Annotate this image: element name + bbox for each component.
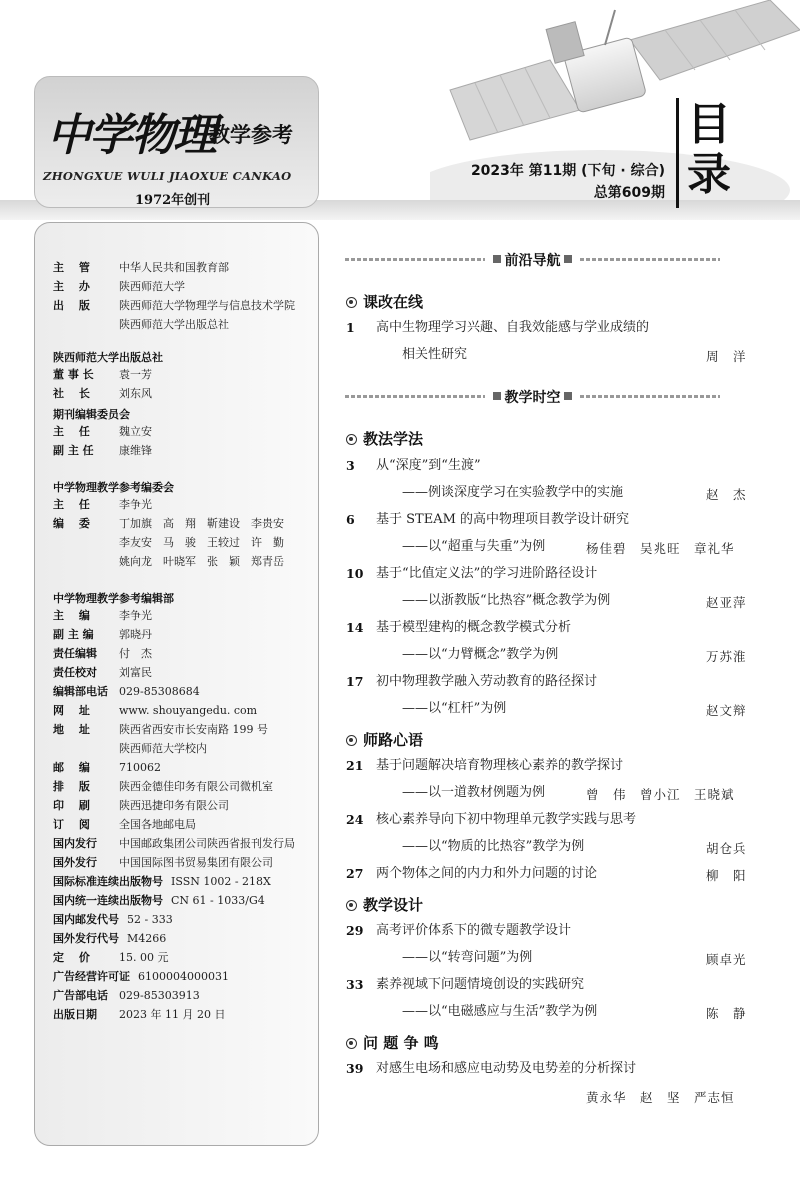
masthead-label: 广告经营许可证	[53, 970, 130, 983]
masthead-value: 郭晓丹	[119, 628, 152, 641]
masthead-row	[53, 913, 173, 927]
article-author: 顾卓光	[706, 952, 747, 967]
masthead-row	[53, 368, 152, 382]
masthead-value: 029-85308684	[119, 685, 200, 698]
masthead-label: 订 阅	[53, 818, 90, 831]
masthead-row	[53, 932, 166, 946]
masthead-row	[53, 444, 152, 458]
article-subtitle: ——例谈深度学习在实验教学中的实施	[402, 485, 624, 500]
article-author: 黄永华 赵 坚 严志恒	[586, 1090, 735, 1105]
masthead-label: 印 刷	[53, 799, 90, 812]
article-author: 杨佳碧 吴兆旺 章礼华	[586, 541, 735, 556]
journal-logo	[34, 76, 319, 208]
masthead-row	[53, 761, 161, 775]
article-subtitle: ——以一道教材例题为例	[402, 785, 546, 800]
masthead-row	[53, 318, 229, 332]
category-bullet-icon	[346, 900, 357, 911]
masthead-row	[53, 280, 185, 294]
masthead-value: 袁一芳	[119, 368, 152, 381]
masthead-row	[53, 875, 271, 889]
masthead-value: www. shouyangedu. com	[119, 704, 258, 717]
issue-number: 2023年 第11期 (下旬 · 综合)	[470, 163, 665, 179]
masthead-row	[53, 723, 268, 737]
category-heading: 教法学法	[346, 428, 423, 449]
masthead-value: 2023 年 11 月 20 日	[119, 1008, 226, 1021]
masthead-label: 广告部电话	[53, 989, 108, 1002]
article-author: 万苏淮	[706, 649, 747, 664]
masthead-label: 国外发行代号	[53, 932, 119, 945]
category-bullet-icon	[346, 297, 357, 308]
masthead-section-heading: 中学物理教学参考编辑部	[53, 592, 174, 605]
article-subtitle: ——以“超重与失重”为例	[402, 539, 546, 554]
article-title: 高中生物理学习兴趣、自我效能感与学业成绩的	[376, 320, 650, 335]
masthead-value: 李争光	[119, 609, 152, 622]
masthead-value: 陕西迅捷印务有限公司	[119, 799, 229, 812]
masthead-label: 副 主 编	[53, 628, 94, 641]
article-author: 陈 静	[706, 1006, 747, 1021]
masthead-value: 陕西省西安市长安南路 199 号	[119, 723, 268, 736]
masthead-value: 丁加旗 高 翔 靳建设 李贵安	[119, 517, 284, 530]
masthead-row	[53, 498, 152, 512]
masthead-row	[53, 818, 196, 832]
masthead-row	[53, 628, 152, 642]
article-author: 柳 阳	[706, 868, 747, 883]
page-number: 24	[346, 812, 364, 827]
masthead-value: CN 61 - 1033/G4	[171, 894, 265, 907]
category-heading: 问 题 争 鸣	[346, 1032, 439, 1053]
contents-heading	[684, 100, 734, 200]
masthead-row	[53, 989, 200, 1003]
masthead-row	[53, 704, 257, 718]
masthead-label: 国内邮发代号	[53, 913, 119, 926]
page-number: 29	[346, 923, 364, 938]
article-subtitle: ——以“转弯问题”为例	[402, 950, 533, 965]
founded-year: 1972年创刊	[135, 193, 211, 208]
masthead-value: 李友安 马 骏 王较过 许 勤	[119, 536, 284, 549]
article-author: 周 洋	[706, 349, 747, 364]
masthead-row	[53, 799, 229, 813]
logo-main-title: 中学物理	[47, 110, 215, 161]
article-author: 曾 伟 曾小江 王晓斌	[586, 787, 735, 802]
section-banner-frontier	[345, 252, 720, 269]
masthead-row	[53, 856, 273, 870]
masthead-row	[53, 1008, 225, 1022]
masthead-label: 主 编	[53, 609, 90, 622]
masthead-value: 李争光	[119, 498, 152, 511]
masthead-value: 陕西师范大学物理学与信息技术学院	[119, 299, 295, 312]
masthead-label: 董 事 长	[53, 368, 94, 381]
masthead-row	[53, 742, 207, 756]
section-banner-label: 教学时空	[504, 390, 561, 406]
page-number: 17	[346, 674, 364, 689]
masthead-value: 刘富民	[119, 666, 152, 679]
masthead-value: 中华人民共和国教育部	[119, 261, 229, 274]
masthead-row	[53, 299, 295, 313]
masthead-label: 国外发行	[53, 856, 97, 869]
masthead-value: 陕西师范大学出版总社	[119, 318, 229, 331]
article-author: 赵 杰	[706, 487, 747, 502]
masthead-label: 主 管	[53, 261, 90, 274]
section-banner-teaching	[345, 389, 720, 406]
article-title: 两个物体之间的内力和外力问题的讨论	[376, 866, 598, 881]
page-number: 3	[346, 458, 355, 473]
masthead-section-heading: 陕西师范大学出版总社	[53, 351, 163, 364]
masthead-value: 陕西金德佳印务有限公司微机室	[119, 780, 273, 793]
masthead-value: 中国邮政集团公司陕西省报刊发行局	[119, 837, 295, 850]
category-heading: 教学设计	[346, 894, 423, 915]
page-number: 6	[346, 512, 355, 527]
masthead-value: ISSN 1002 - 218X	[171, 875, 271, 888]
article-subtitle: ——以“杠杆”为例	[402, 701, 507, 716]
masthead-row	[53, 387, 152, 401]
masthead-label: 主 办	[53, 280, 90, 293]
page-number: 21	[346, 758, 364, 773]
masthead-row	[53, 780, 273, 794]
category-bullet-icon	[346, 735, 357, 746]
masthead-label: 主 任	[53, 498, 90, 511]
masthead-value: 6100004000031	[138, 970, 229, 983]
category-heading: 课改在线	[346, 291, 423, 312]
masthead-row	[53, 894, 265, 908]
masthead-value: 陕西师范大学校内	[119, 742, 207, 755]
issue-info	[471, 160, 665, 204]
article-title: 核心素养导向下初中物理单元教学实践与思考	[376, 812, 637, 827]
masthead-row	[53, 685, 200, 699]
masthead-row	[53, 951, 168, 965]
masthead-row	[53, 647, 152, 661]
masthead-label: 副 主 任	[53, 444, 94, 457]
masthead-label: 社 长	[53, 387, 90, 400]
page-number: 1	[346, 320, 355, 335]
article-subtitle: ——以浙教版“比热容”概念教学为例	[402, 593, 611, 608]
masthead-row	[53, 555, 284, 569]
masthead-label: 国际标准连续出版物号	[53, 875, 163, 888]
masthead-label: 地 址	[53, 723, 90, 736]
masthead-label: 责任校对	[53, 666, 97, 679]
article-title: 基于 STEAM 的高中物理项目教学设计研究	[376, 512, 630, 527]
section-banner-label: 前沿导航	[504, 253, 561, 269]
masthead-value: 710062	[119, 761, 161, 774]
masthead-row	[53, 536, 284, 550]
article-subtitle: ——以“力臂概念”教学为例	[402, 647, 559, 662]
article-subtitle: ——以“电磁感应与生活”教学为例	[402, 1004, 598, 1019]
logo-subtitle: 教学参考	[209, 123, 293, 147]
category-bullet-icon	[346, 1038, 357, 1049]
masthead-value: M4266	[127, 932, 167, 945]
masthead-label: 国内统一连续出版物号	[53, 894, 163, 907]
masthead-label: 排 版	[53, 780, 90, 793]
article-subtitle: ——以“物质的比热容”教学为例	[402, 839, 585, 854]
masthead-label: 编 委	[53, 517, 90, 530]
masthead-value: 康维锋	[119, 444, 152, 457]
masthead-panel	[34, 222, 319, 1146]
masthead-row	[53, 425, 152, 439]
logo-pinyin: ZHONGXUE WULI JIAOXUE CANKAO	[43, 169, 292, 183]
article-title: 从“深度”到“生渡”	[376, 458, 481, 473]
masthead-value: 魏立安	[119, 425, 152, 438]
article-author: 赵亚萍	[706, 595, 747, 610]
issue-total: 总第609期	[593, 185, 665, 201]
masthead-label: 国内发行	[53, 837, 97, 850]
article-title: 基于问题解决培育物理核心素养的教学探讨	[376, 758, 624, 773]
masthead-row	[53, 261, 229, 275]
page-number: 39	[346, 1061, 364, 1076]
mulu-divider	[676, 98, 679, 208]
masthead-value: 中国国际图书贸易集团有限公司	[119, 856, 273, 869]
category-heading: 师路心语	[346, 729, 423, 750]
masthead-row	[53, 517, 284, 531]
page-number: 27	[346, 866, 364, 881]
masthead-value: 52 - 333	[127, 913, 173, 926]
article-author: 胡仓兵	[706, 841, 747, 856]
masthead-value: 刘东风	[119, 387, 152, 400]
article-title: 高考评价体系下的微专题教学设计	[376, 923, 572, 938]
masthead-row	[53, 837, 295, 851]
article-title: 素养视域下问题情境创设的实践研究	[376, 977, 585, 992]
masthead-value: 付 杰	[119, 647, 152, 660]
masthead-value: 姚向龙 叶晓军 张 颖 郑青岳	[119, 555, 284, 568]
article-title: 基于模型建构的概念教学模式分析	[376, 620, 572, 635]
masthead-label: 出 版	[53, 299, 90, 312]
masthead-row	[53, 609, 152, 623]
masthead-section-heading: 期刊编辑委员会	[53, 408, 130, 421]
article-title: 初中物理教学融入劳动教育的路径探讨	[376, 674, 598, 689]
masthead-label: 出版日期	[53, 1008, 97, 1021]
masthead-value: 陕西师范大学	[119, 280, 185, 293]
masthead-label: 网 址	[53, 704, 90, 717]
masthead-value: 15. 00 元	[119, 951, 169, 964]
masthead-value: 029-85303913	[119, 989, 200, 1002]
masthead-label: 责任编辑	[53, 647, 97, 660]
article-title-cont: 相关性研究	[402, 347, 468, 362]
masthead-row	[53, 666, 152, 680]
page-number: 14	[346, 620, 364, 635]
article-title: 基于“比值定义法”的学习进阶路径设计	[376, 566, 598, 581]
masthead-row	[53, 970, 229, 984]
masthead-value: 全国各地邮电局	[119, 818, 196, 831]
contents-char-2: 录	[687, 149, 731, 200]
masthead-label: 编辑部电话	[53, 685, 108, 698]
article-author: 赵文辩	[706, 703, 747, 718]
masthead-section-heading: 中学物理教学参考编委会	[53, 481, 174, 494]
page-number: 10	[346, 566, 364, 581]
page-number: 33	[346, 977, 364, 992]
masthead-label: 邮 编	[53, 761, 90, 774]
masthead-label: 定 价	[53, 951, 90, 964]
masthead-label: 主 任	[53, 425, 90, 438]
category-bullet-icon	[346, 434, 357, 445]
article-title: 对感生电场和感应电动势及电势差的分析探讨	[376, 1061, 637, 1076]
contents-char-1: 目	[687, 99, 731, 150]
